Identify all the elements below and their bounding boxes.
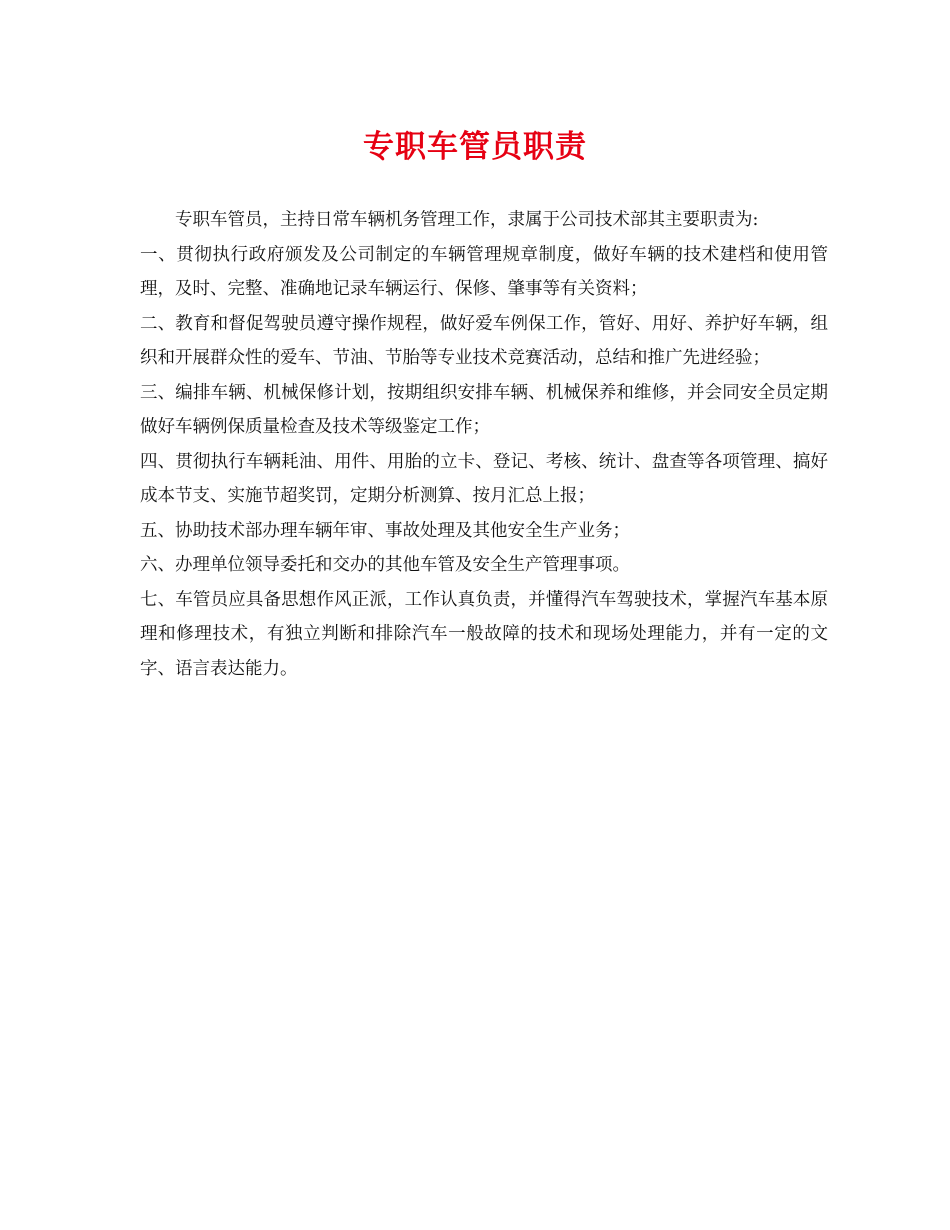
duty-item-6: 六、办理单位领导委托和交办的其他车管及安全生产管理事项。 [140, 555, 630, 575]
intro-paragraph: 专职车管员，主持日常车辆机务管理工作，隶属于公司技术部其主要职责为: [175, 210, 759, 230]
duty-item-3: 三、编排车辆、机械保修计划，按期组织安排车辆、机械保养和维修，并会同安全员定期做好车辆例保质量检查及技术等级鉴定工作； [140, 382, 828, 437]
duty-item-2: 二、教育和督促驾驶员遵守操作规程，做好爱车例保工作，管好、用好、养护好车辆，组织和开展群众性的爱车、节油、节胎等专业技术竞赛活动，总结和推广先进经验； [140, 313, 828, 368]
duty-item-7: 七、车管员应具备思想作风正派，工作认真负责，并懂得汽车驾驶技术，掌握汽车基本原理和修理技术，有独立判断和排除汽车一般故障的技术和现场处理能力，并有一定的文字、语言表达能力。 [140, 589, 828, 679]
duty-item-5: 五、协助技术部办理车辆年审、事故处理及其他安全生产业务； [140, 520, 630, 541]
document-title: 专职车管员职责 [363, 129, 587, 165]
duty-item-1: 一、贯彻执行政府颁发及公司制定的车辆管理规章制度，做好车辆的技术建档和使用管理，及时、完整、准确地记录车辆运行、保修、肇事等有关资料； [140, 244, 828, 299]
duty-item-4: 四、贯彻执行车辆耗油、用件、用胎的立卡、登记、考核、统计、盘查等各项管理、搞好成本节支、实施节超奖罚，定期分析测算、按月汇总上报； [140, 451, 828, 506]
document-body [140, 203, 828, 686]
